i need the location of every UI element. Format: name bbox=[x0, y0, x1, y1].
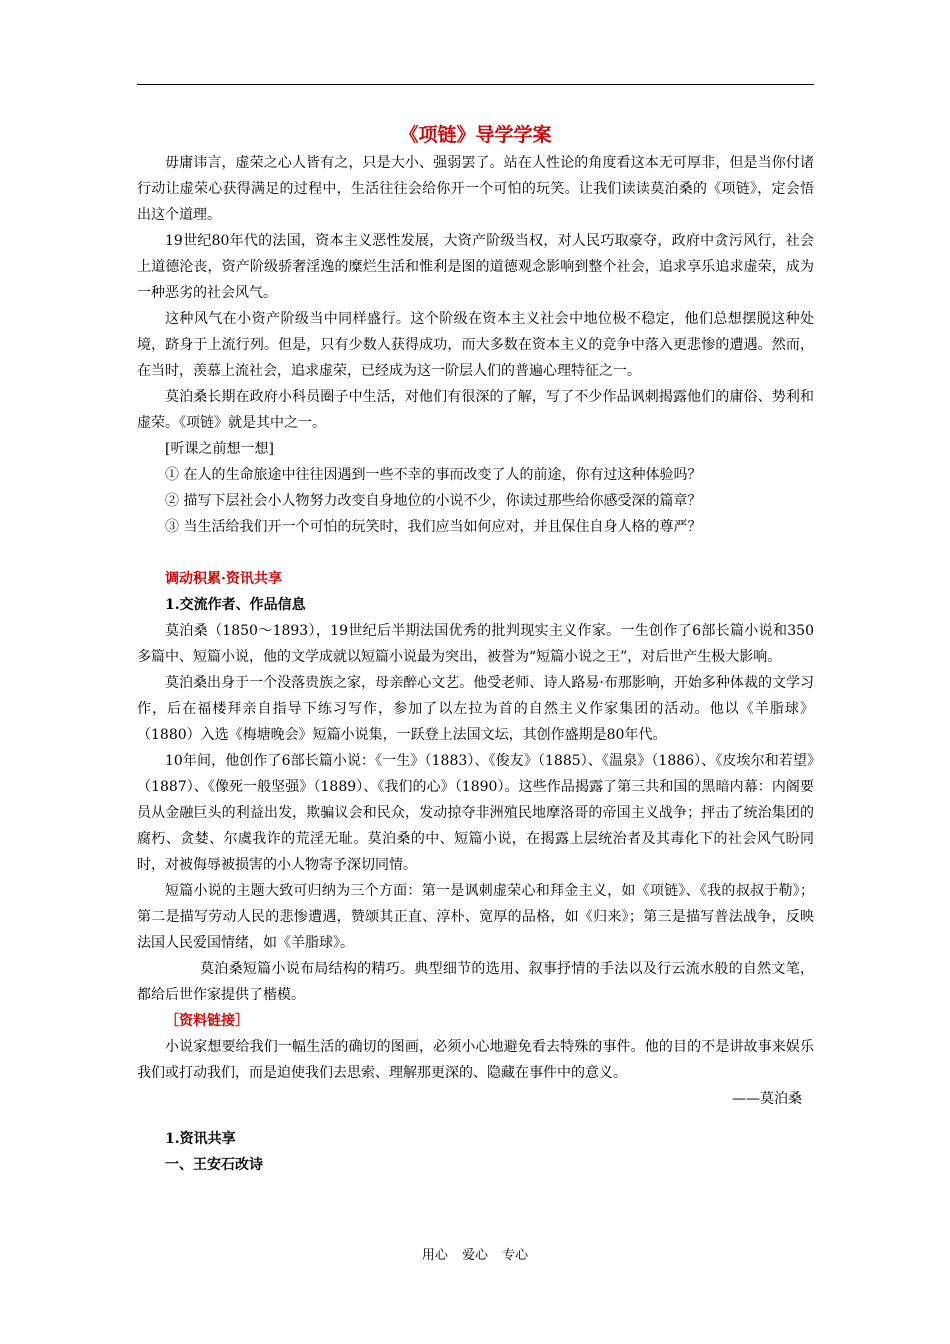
document-body bbox=[137, 120, 814, 1178]
think-question-1: ① 在人的生命旅途中往往因遇到一些不幸的事而改变了人的前途，你有过这种体验吗？ bbox=[165, 467, 702, 483]
poem-heading: 一、王安石改诗 bbox=[165, 1157, 263, 1173]
intro-paragraph-1: 毋庸讳言，虚荣之心人皆有之，只是大小、强弱罢了。站在人性论的角度看这本无可厚非，但是当你付诸行动让虚荣心获得满足的过程中，生活往往会给你开一个可怕的玩笑。让我们读读莫泊桑的《项链》，定会悟出这个道理。 bbox=[137, 155, 814, 223]
page-footer: 用心 爱心 专心 bbox=[421, 1248, 529, 1263]
author-paragraph-1: 莫泊桑（1850～1893），19世纪后半期法国优秀的批判现实主义作家。一生创作了6部长篇小说和350多篇中、短篇小说，他的文学成就以短篇小说最为突出，被誉为“短篇小说之王”，对后世产生极大影响。 bbox=[137, 623, 814, 665]
link-heading: ［资料链接］ bbox=[165, 1013, 249, 1029]
structure-paragraph: 莫泊桑短篇小说布局结构的精巧。典型细节的选用、叙事抒情的手法以及行云流水般的自然文笔，都给后世作家提供了楷模。 bbox=[137, 961, 814, 1003]
intro-paragraph-3: 这种风气在小资产阶级当中同样盛行。这个阶级在资本主义社会中地位极不稳定，他们总想摆脱这种处境，跻身于上流行列。但是，只有少数人获得成功，而大多数在资本主义的竞争中落入更悲惨的遭遇。然而，在当时，羡慕上流社会，追求虚荣，已经成为这一阶层人们的普遍心理特征之一。 bbox=[137, 311, 814, 379]
intro-paragraph-4: 莫泊桑长期在政府小科员圈子中生活，对他们有很深的了解，写了不少作品讽刺揭露他们的庸俗、势利和虚荣。《项链》就是其中之一。 bbox=[137, 389, 814, 431]
think-question-2: ② 描写下层社会小人物努力改变自身地位的小说不少，你读过那些给你感受深的篇章？ bbox=[165, 493, 702, 509]
author-paragraph-4: 短篇小说的主题大致可归纳为三个方面：第一是讽刺虚荣心和拜金主义，如《项链》、《我的叔叔于勒》；第二是描写劳动人民的悲惨遭遇，赞颂其正直、淳朴、宽厚的品格，如《归来》；第三是描写普法战争，反映法国人民爱国情绪，如《羊脂球》。 bbox=[137, 883, 814, 951]
header-rule bbox=[137, 84, 814, 85]
quote-paragraph: 小说家想要给我们一幅生活的确切的图画，必须小心地避免看去特殊的事件。他的目的不是讲故事来娱乐我们或打动我们，而是迫使我们去思索、理解那更深的、隐藏在事件中的意义。 bbox=[137, 1039, 814, 1081]
section-heading: 调动积累·资讯共享 bbox=[165, 571, 282, 587]
share-heading: 1.资讯共享 bbox=[165, 1131, 236, 1147]
author-paragraph-2: 莫泊桑出身于一个没落贵族之家，母亲醉心文艺。他受老师、诗人路易·布那影响，开始多种体裁的文学习作，后在福楼拜亲自指导下练习写作，参加了以左拉为首的自然主义作家集团的活动。他以《羊脂球》（1880）入选《梅塘晚会》短篇小说集，一跃登上法国文坛，其创作盛期是80年代。 bbox=[137, 675, 814, 743]
author-paragraph-3: 10年间，他创作了6部长篇小说：《一生》（1883）、《俊友》（1885）、《温泉》（1886）、《皮埃尔和若望》（1887）、《像死一般坚强》（1889）、《我们的心》（1890）。这些作品揭露了第三共和国的黑暗内幕：内阁要员从金融巨头的利益出发，欺骗议会和民众，发动掠夺非洲殖民地摩洛哥的帝国主义战争；抨击了统治集团的腐朽、贪婪、尔虞我诈的荒淫无耻。莫泊桑的中、短篇小说，在揭露上层统治者及其毒化下的社会风气盼同时，对被侮辱被损害的小人物寄予深切同情。 bbox=[137, 753, 814, 873]
spacer bbox=[137, 540, 814, 566]
think-question-3: ③ 当生活给我们开一个可怕的玩笑时，我们应当如何应对，并且保住自身人格的尊严？ bbox=[165, 519, 702, 535]
think-heading: [听课之前想一想] bbox=[165, 441, 274, 457]
spacer bbox=[137, 1112, 814, 1126]
document-title: 《项链》导学学案 bbox=[399, 124, 552, 146]
subsection-heading: 1.交流作者、作品信息 bbox=[165, 597, 306, 613]
intro-paragraph-2: 19世纪80年代的法国，资本主义恶性发展，大资产阶级当权，对人民巧取豪夺，政府中贪污风行，社会上道德沦丧，资产阶级骄奢淫逸的糜烂生活和惟利是图的道德观念影响到整个社会，追求享乐追求虚荣，成为一种恶劣的社会风气。 bbox=[137, 233, 814, 301]
quote-author: ——莫泊桑 bbox=[732, 1091, 802, 1107]
